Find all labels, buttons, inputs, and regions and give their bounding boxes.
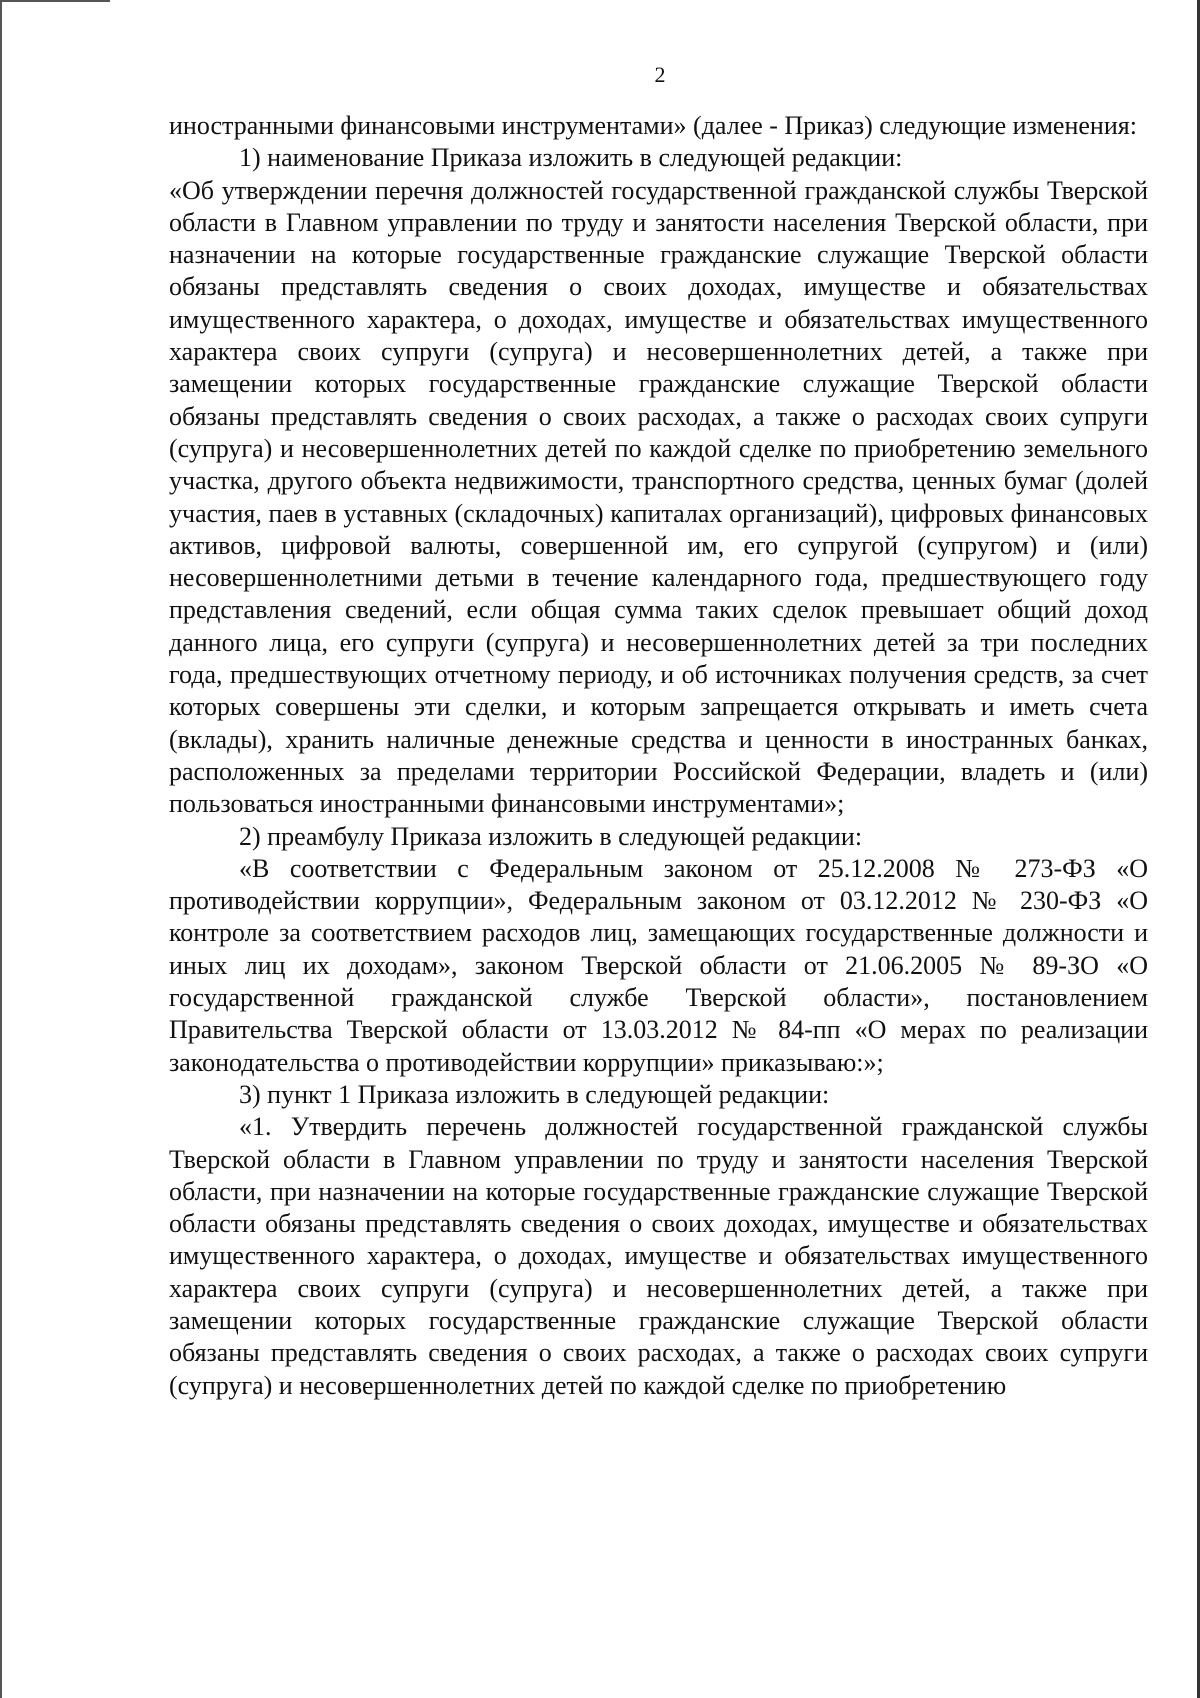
paragraph-item-1-heading: 1) наименование Приказа изложить в следующей редакции: [239,143,903,173]
paragraph-preamble-quote: «В соответствии с Федеральным законом от 25.12.2008 № 273-ФЗ «О противодействии коррупции», Федеральным законом от 03.12.2012 № 230-ФЗ «О контроле за соответствием расходов лиц, замещающих государственные должности и иных лиц их доходам», законом Тверской области от 21.06.2005 № 89-ЗО «О государственной гражданской службе Тверской области», постановлением Правительства Тверской области от 13.03.2012 № 84-пп «О мерах по реализации законодательства о противодействии коррупции» приказываю:»; [169,853,1148,1077]
scan-edge-left [0,0,2,1698]
paragraph-new-title-quote: «Об утверждении перечня должностей государственной гражданской службы Тверской области в Главном управлении по труду и занятости населения Тверской области, при назначении на которые государственные гражданские служащие Тверской области обязаны представлять сведения о своих доходах, имуществе и обязательствах имущественного характера, о доходах, имуществе и обязательствах имущественного характера своих супруги (супруга) и несовершеннолетних детей, а также при замещении которых государственные гражданские служащие Тверской области обязаны представлять сведения о своих расходах, а также о расходах своих супруги (супруга) и несовершеннолетних детей по каждой сделке по приобретению земельного участка, другого объекта недвижимости, транспортного средства, ценных бумаг (долей участия, паев в уставных (складочных) капиталах организаций), цифровых финансовых активов, цифровой валюты, совершенной им, его супругой (супругом) и (или) несовершеннолетними детьми в течение календарного года, предшествующего году представления сведений, если общая сумма таких сделок превышает общий доход данного лица, его супруги (супруга) и несовершеннолетних детей за три последних года, предшествующих отчетному периоду, и об источниках получения средств, за счет которых совершены эти сделки, и которым запрещается открывать и иметь счета (вклады), хранить наличные денежные средства и ценности в иностранных банках, расположенных за пределами территории Российской Федерации, владеть и (или) пользоваться иностранными финансовыми инструментами»; [169,175,1148,819]
paragraph-continuation: иностранными финансовыми инструментами» (далее - Приказ) следующие изменения: [169,111,1137,140]
page-number: 2 [654,62,666,87]
document-body [169,110,1148,1402]
paragraph-item-3-heading: 3) пункт 1 Приказа изложить в следующей редакции: [239,1079,830,1109]
paragraph-point-1-quote: «1. Утвердить перечень должностей государственной гражданской службы Тверской области в Главном управлении по труду и занятости населения Тверской области, при назначении на которые государственные гражданские служащие Тверской области обязаны представлять сведения о своих доходах, имуществе и обязательствах имущественного характера, о доходах, имуществе и обязательствах имущественного характера своих супруги (супруга) и несовершеннолетних детей, а также при замещении которых государственные гражданские служащие Тверской области обязаны представлять сведения о своих расходах, а также о расходах своих супруги (супруга) и несовершеннолетних детей по каждой сделке по приобретению [169,1112,1148,1400]
scan-edge-top [0,0,110,2]
paragraph-item-2-heading: 2) преамбулу Приказа изложить в следующей редакции: [239,821,863,851]
